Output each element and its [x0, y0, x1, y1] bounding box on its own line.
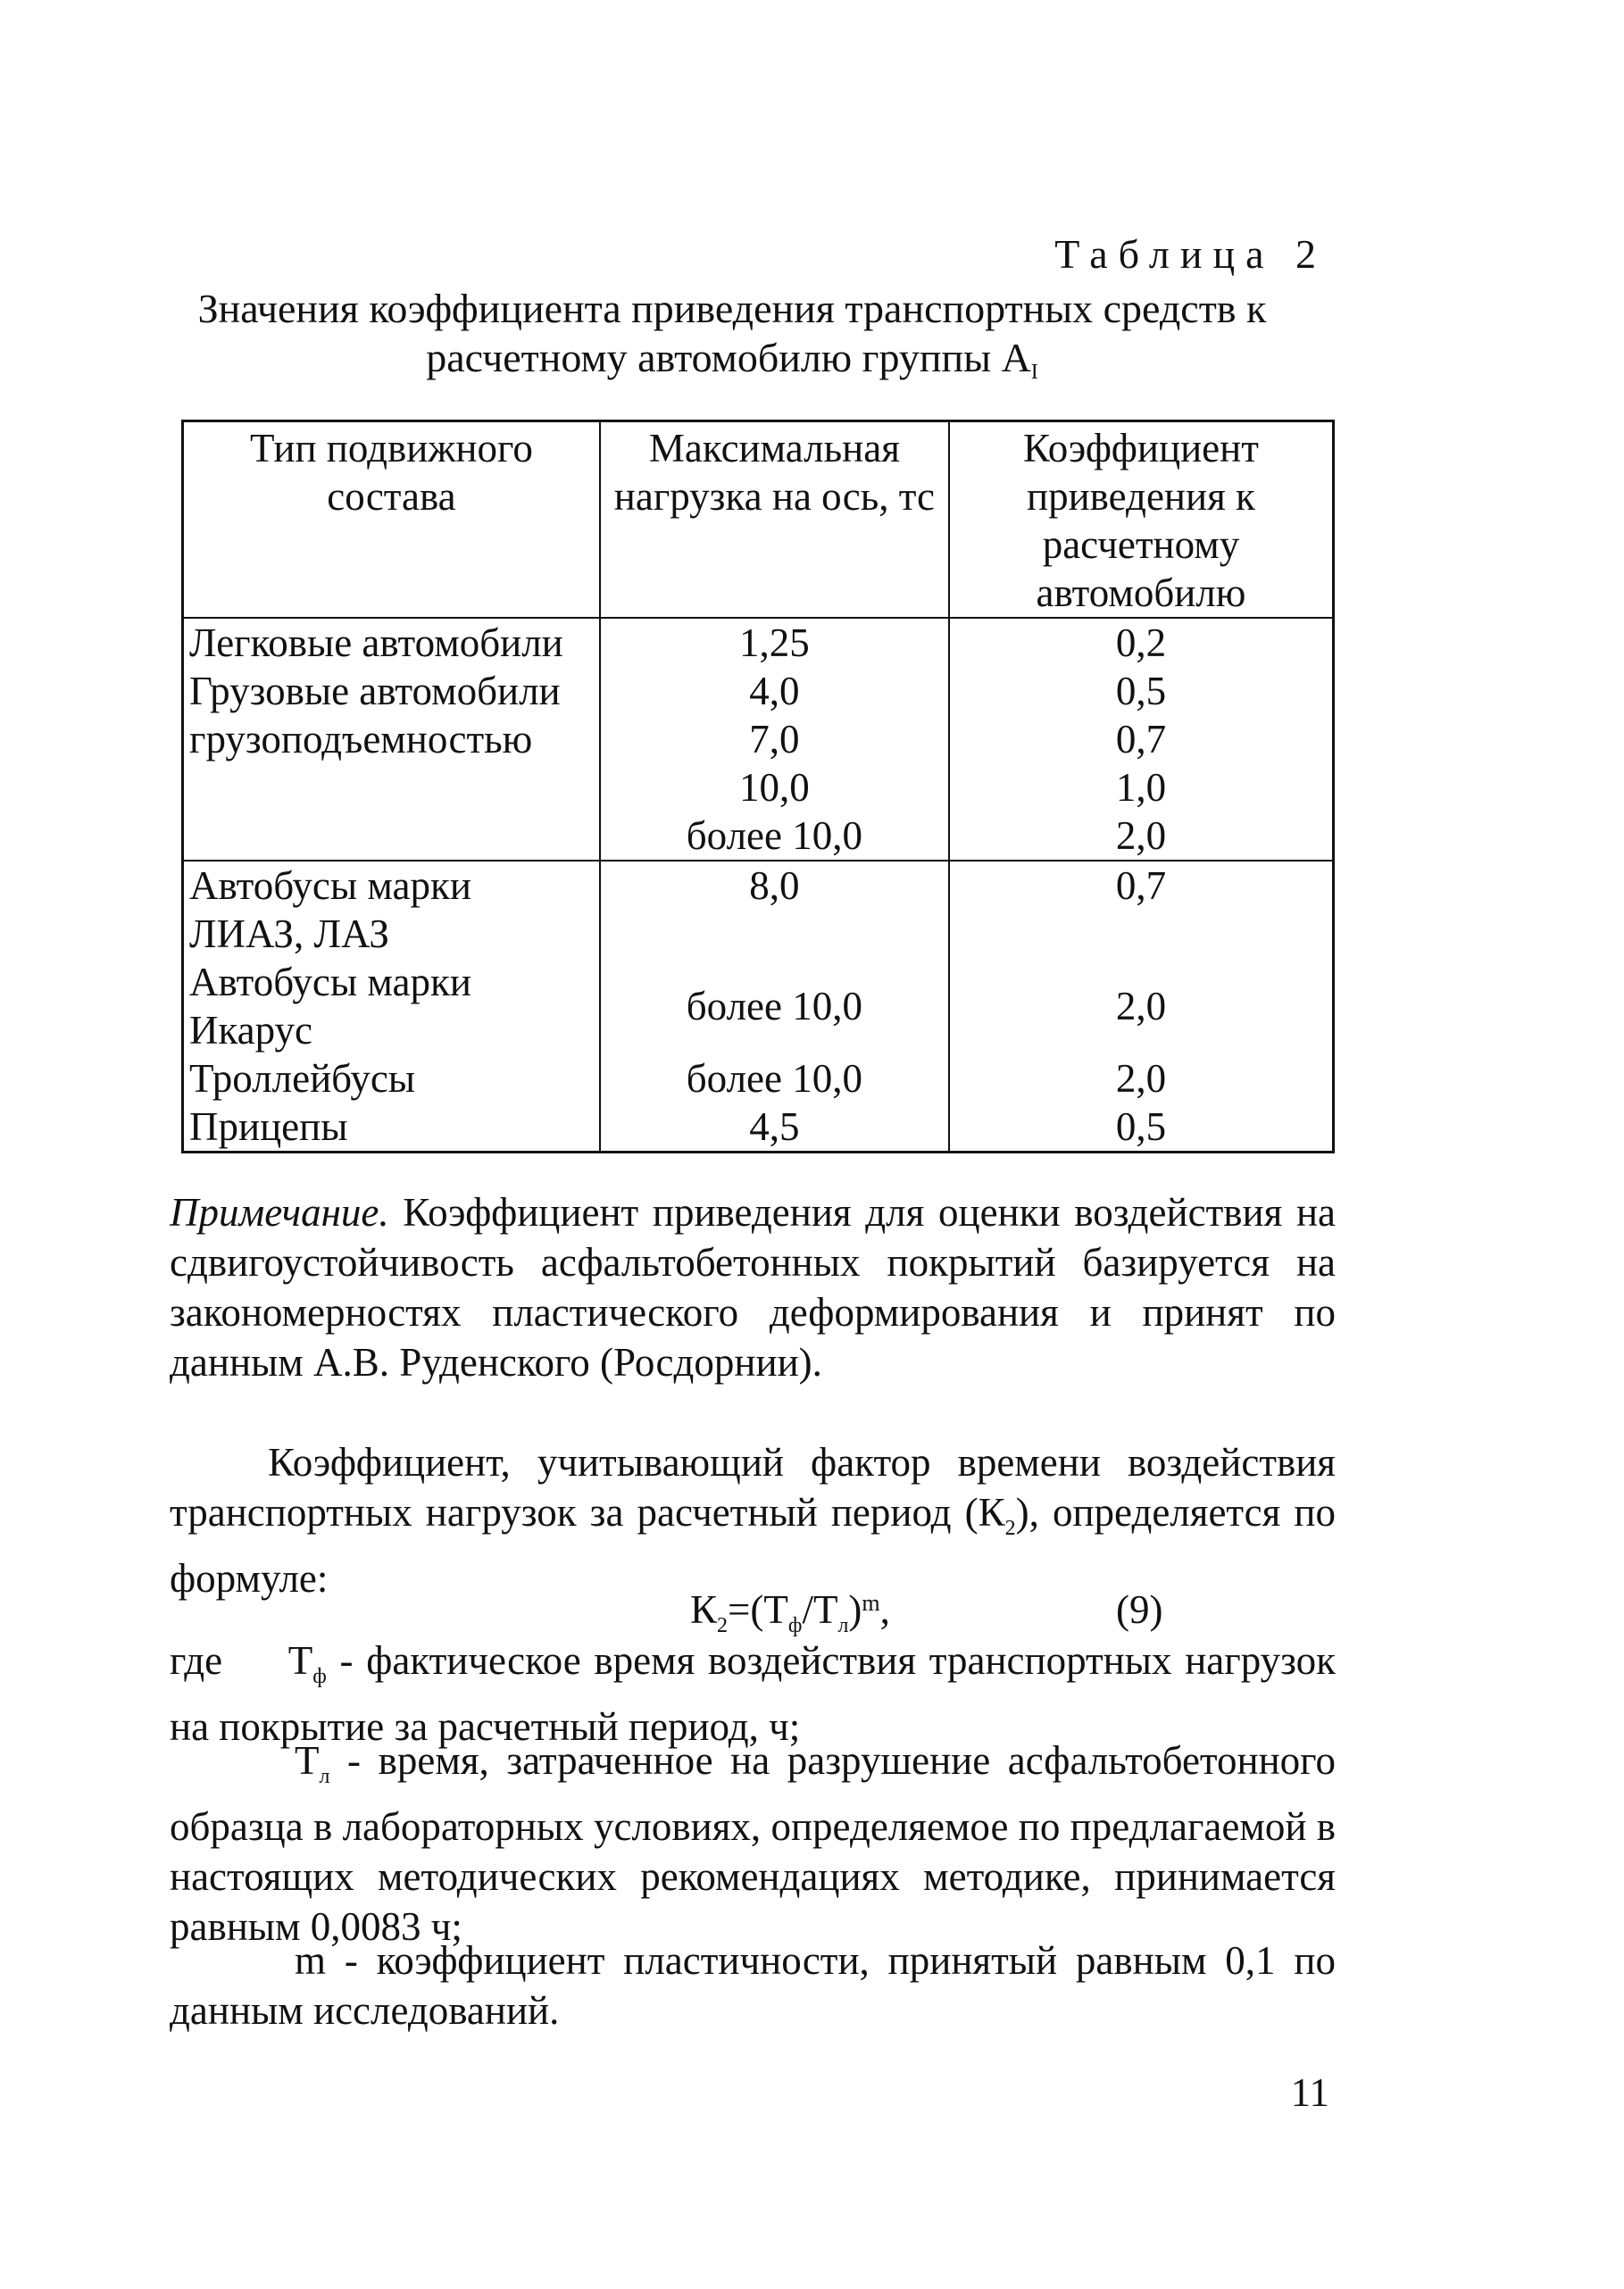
definition-text: Т — [295, 1738, 320, 1783]
definition-tl — [170, 1735, 1336, 1952]
definition-text: - время, затраченное на разрушение асфальтобетонного образца в лабораторных условиях, определяемое по предлагаемой в настоящих методических рекомендациях методике, принимается равным 0,0083 ч; — [170, 1738, 1336, 1949]
table-cell: Троллейбусы — [183, 1054, 600, 1103]
header-vehicle-type: Тип подвижного состава — [183, 421, 600, 619]
table-note — [170, 1187, 1336, 1387]
caption-subscript: I — [1030, 361, 1038, 384]
formula-part: m — [862, 1590, 880, 1616]
table-cell — [183, 812, 600, 861]
note-label: Примечание. — [170, 1190, 389, 1235]
coefficient-table — [181, 420, 1335, 1153]
formula-part: ) — [848, 1587, 862, 1632]
table-cell: 8,0 — [600, 861, 949, 958]
group-cars-trucks — [183, 618, 1334, 861]
table-cell: 2,0 — [949, 1054, 1334, 1103]
definition-text: - фактическое время воздействия транспортных нагрузок на покрытие за расчетный период, ч; — [170, 1638, 1337, 1749]
table-cell: 0,7 — [949, 715, 1334, 763]
table-cell: 0,2 — [949, 618, 1334, 667]
definition-subscript: ф — [312, 1665, 327, 1688]
paragraph-k2-intro — [170, 1437, 1336, 1603]
table-cell: более 10,0 — [600, 958, 949, 1054]
formula-part: =(Т — [728, 1587, 788, 1632]
table-cell: 0,7 — [949, 861, 1334, 958]
table-cell — [183, 763, 600, 812]
definition-text: где Т — [170, 1638, 313, 1683]
page-number: 11 — [1290, 2070, 1329, 2115]
formula-9 — [690, 1586, 890, 1638]
definition-m: m - коэффициент пластичности, принятый равным 0,1 по данным исследований. — [170, 1938, 1336, 2033]
table-cell: 1,25 — [600, 618, 949, 667]
caption-line-1: Значения коэффициента приведения транспортных средств к — [197, 286, 1267, 331]
table-cell: 4,0 — [600, 667, 949, 715]
table-cell: более 10,0 — [600, 812, 949, 861]
formula-part: ф — [787, 1614, 803, 1637]
table-cell: более 10,0 — [600, 1054, 949, 1103]
table-cell: 4,5 — [600, 1103, 949, 1153]
table-cell: 2,0 — [949, 812, 1334, 861]
table-cell: грузоподъемностью — [183, 715, 600, 763]
table-cell: 2,0 — [949, 958, 1334, 1054]
header-max-axle-load: Максимальная нагрузка на ось, тс — [600, 421, 949, 619]
paragraph-subscript: 2 — [1004, 1517, 1016, 1540]
table-cell: 1,0 — [949, 763, 1334, 812]
paragraph-text: ), определяется по формуле: — [170, 1490, 1336, 1601]
definition-tf — [170, 1636, 1336, 1752]
caption-line-2: расчетному автомобилю группы А — [426, 335, 1031, 380]
table-cell: Прицепы — [183, 1103, 600, 1153]
table-cell: 0,5 — [949, 1103, 1334, 1153]
table-header-row — [183, 421, 1334, 619]
paragraph-text: Коэффициент, учитывающий фактор времени воздействия транспортных нагрузок за расчетный период (К — [170, 1440, 1336, 1535]
group-buses-trailers — [183, 861, 1334, 1153]
header-coefficient: Коэффициент приведения к расчетному автомобилю — [949, 421, 1334, 619]
table-cell: 0,5 — [949, 667, 1334, 715]
table-cell: Грузовые автомобили — [183, 667, 600, 715]
table-cell: 10,0 — [600, 763, 949, 812]
table-cell: 7,0 — [600, 715, 949, 763]
formula-number: (9) — [1116, 1587, 1163, 1632]
definition-subscript: л — [319, 1765, 330, 1788]
formula-part: 2 — [717, 1614, 729, 1637]
table-caption — [179, 284, 1286, 397]
table-cell: Легковые автомобили — [183, 618, 600, 667]
table-label: Таблица 2 — [1054, 231, 1327, 277]
table-cell: Автобусы марки Икарус — [183, 958, 600, 1054]
formula-part: /Т — [802, 1587, 838, 1632]
note-text: Коэффициент приведения для оценки воздействия на сдвигоустойчивость асфальтобетонных покрытий базируется на закономерностях пластического деформирования и принят по данным А.В. Руденского (Росдорнии). — [170, 1190, 1337, 1385]
formula-part: , — [879, 1587, 890, 1632]
formula-part: К — [690, 1587, 718, 1632]
table-cell: Автобусы марки ЛИАЗ, ЛАЗ — [183, 861, 600, 958]
formula-part: л — [837, 1614, 849, 1637]
